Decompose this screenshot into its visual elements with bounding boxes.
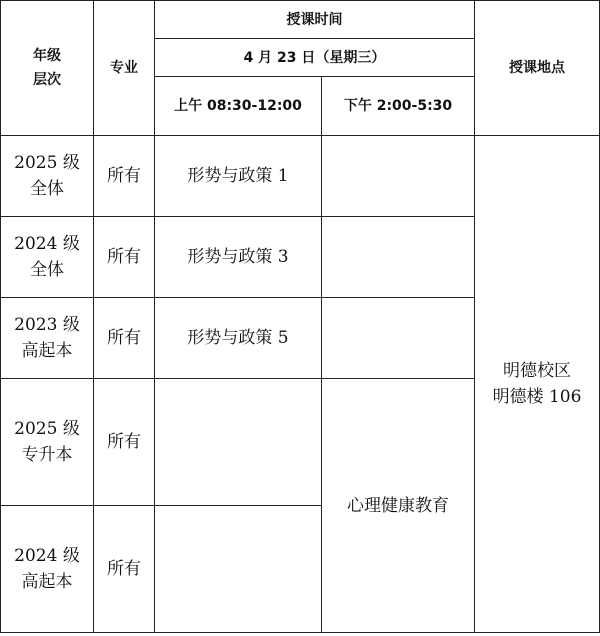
major-cell: 所有 xyxy=(94,217,155,298)
afternoon-cell xyxy=(322,298,475,379)
major-header: 专业 xyxy=(94,1,155,136)
header-row xyxy=(1,1,600,39)
morning-cell xyxy=(155,379,322,506)
location-header: 授课地点 xyxy=(475,1,600,136)
morning-header: 上午 08:30-12:00 xyxy=(155,77,322,136)
major-cell: 所有 xyxy=(94,136,155,217)
teaching-time-header: 授课时间 xyxy=(155,1,475,39)
major-cell: 所有 xyxy=(94,506,155,633)
morning-cell: 形势与政策 3 xyxy=(155,217,322,298)
morning-cell: 形势与政策 1 xyxy=(155,136,322,217)
grade-level-header: 年级 层次 xyxy=(1,1,94,136)
grade-cell: 2024 级 全体 xyxy=(1,217,94,298)
grade-cell: 2024 级 高起本 xyxy=(1,506,94,633)
afternoon-cell xyxy=(322,217,475,298)
location-cell: 明德校区 明德楼 106 xyxy=(475,136,600,633)
table-row xyxy=(1,136,600,217)
morning-cell xyxy=(155,506,322,633)
grade-cell: 2023 级 高起本 xyxy=(1,298,94,379)
afternoon-cell xyxy=(322,136,475,217)
grade-cell: 2025 级 专升本 xyxy=(1,379,94,506)
major-cell: 所有 xyxy=(94,379,155,506)
major-cell: 所有 xyxy=(94,298,155,379)
afternoon-header: 下午 2:00-5:30 xyxy=(322,77,475,136)
morning-cell: 形势与政策 5 xyxy=(155,298,322,379)
date-header: 4 月 23 日（星期三） xyxy=(155,39,475,77)
grade-cell: 2025 级 全体 xyxy=(1,136,94,217)
afternoon-merged-cell: 心理健康教育 xyxy=(322,379,475,633)
